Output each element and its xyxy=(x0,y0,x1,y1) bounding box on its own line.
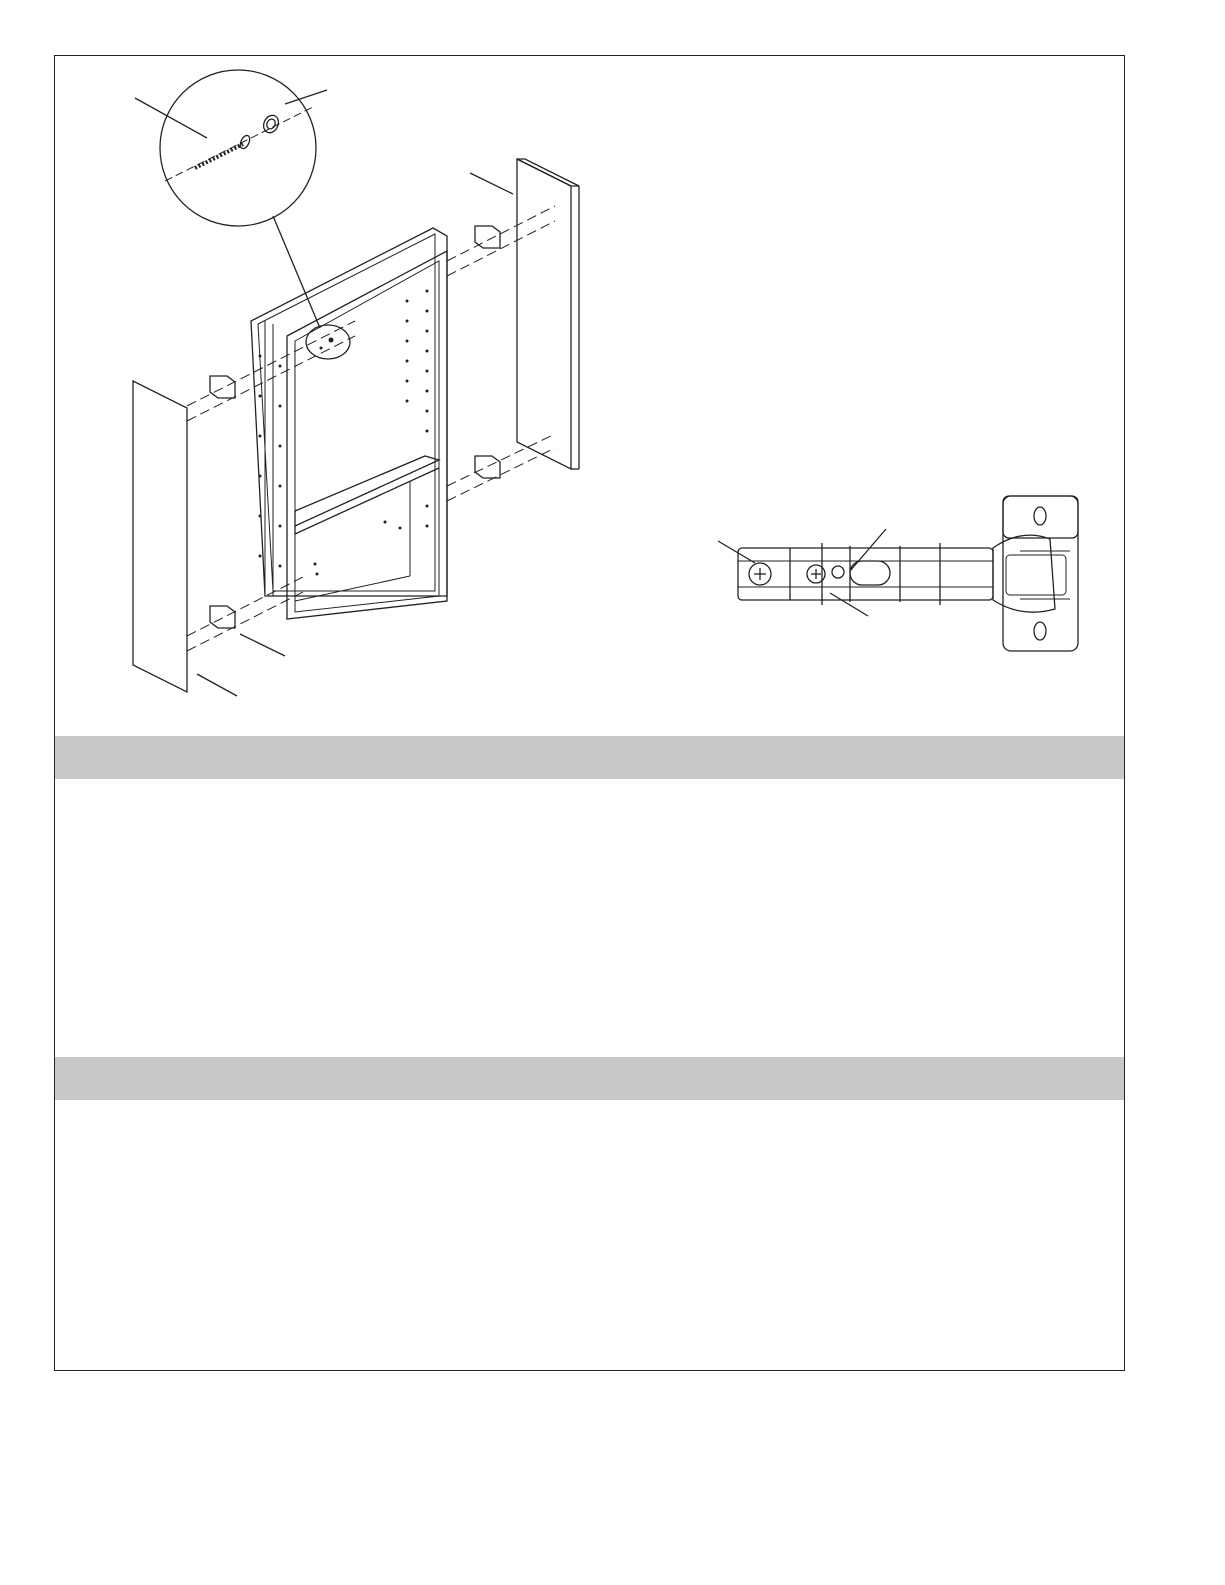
section-header-bar xyxy=(55,736,1124,779)
hinge-illustration xyxy=(710,491,1110,671)
section-body xyxy=(55,779,1124,1057)
figure-area xyxy=(55,56,1126,736)
cabinet-exploded-illustration xyxy=(55,56,655,736)
page-frame xyxy=(54,55,1125,1371)
section-header-bar xyxy=(55,1057,1124,1100)
section-body xyxy=(55,1100,1124,1370)
